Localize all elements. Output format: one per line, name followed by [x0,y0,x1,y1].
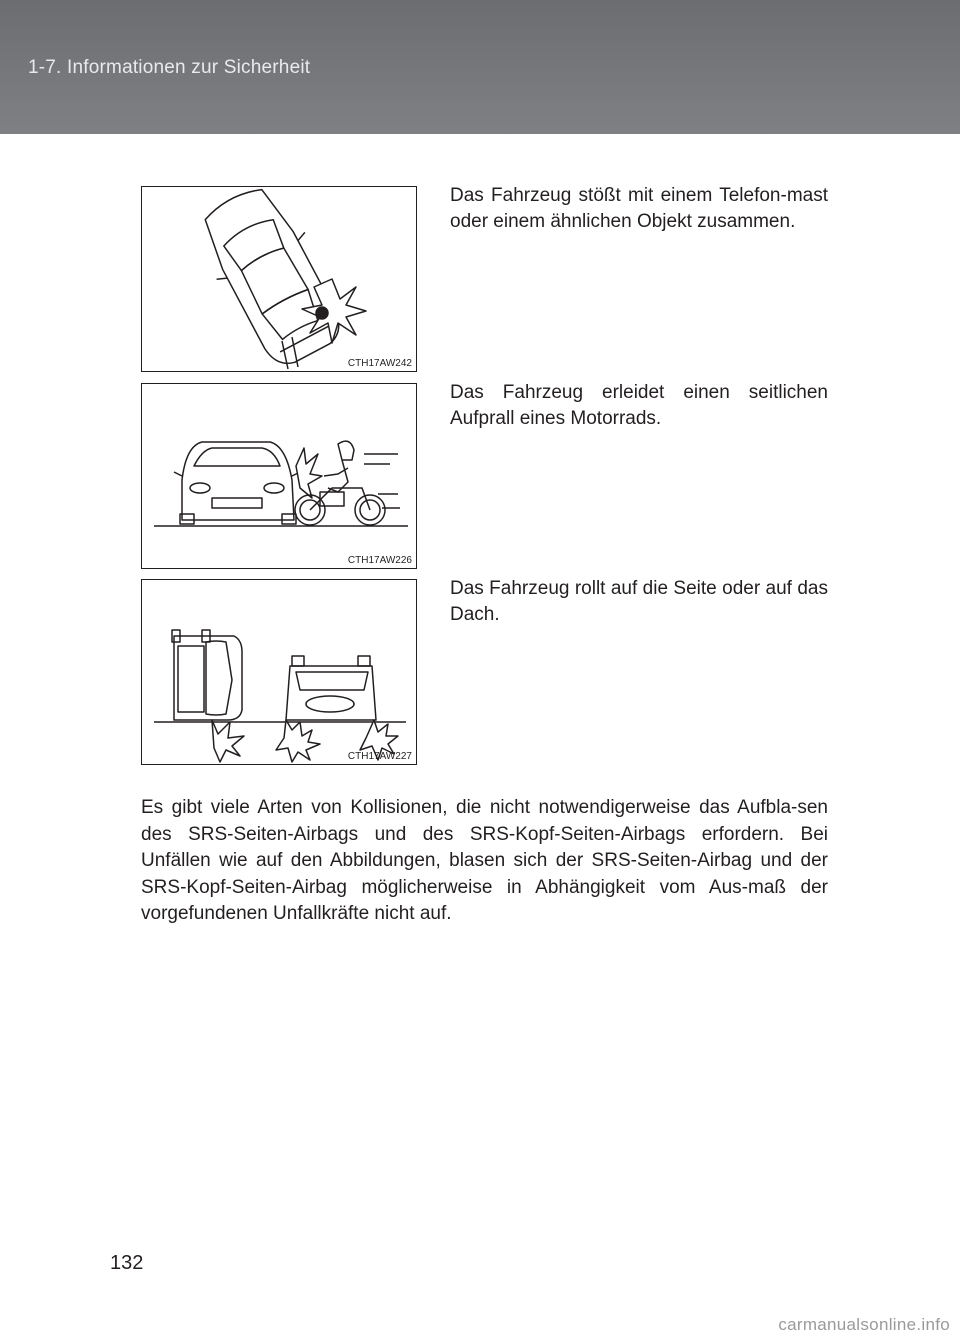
body-paragraph: Es gibt viele Arten von Kollisionen, die nicht notwendigerweise das Aufbla-sen des SRS-Seiten-Airbags und des SRS-Kopf-Seiten-Airbags erfordern. Bei Unfällen wie auf den Abbildungen, blasen sich der SRS-Seiten-Airbag und der SRS-Kopf-Seiten-Airbag möglicherweise in Abhängigkeit vom Aus-maß der vorgefundenen Unfallkräfte nicht auf. [141,797,828,924]
figure-caption: Das Fahrzeug erleidet einen seitlichen Aufprall eines Motorrads. [450,382,828,429]
figure-motorcycle-collision [141,383,417,569]
figure-caption: Das Fahrzeug stößt mit einem Telefon-mast oder einem ähnlichen Objekt zusammen. [450,185,828,232]
motorcycle-collision-illustration [142,384,417,569]
figure-rollover [141,579,417,765]
page-header [0,0,960,134]
pole-collision-illustration [142,187,417,372]
figure-code: CTH17AW227 [347,751,412,762]
figure-pole-collision [141,186,417,372]
page-number: 132 [110,1252,144,1274]
section-title: 1-7. Informationen zur Sicherheit [28,57,311,78]
rollover-illustration [142,580,417,765]
figure-caption: Das Fahrzeug rollt auf die Seite oder auf das Dach. [450,578,828,625]
watermark: carmanualsonline.info [778,1315,950,1334]
figure-code: CTH17AW242 [347,358,412,369]
figure-code: CTH17AW226 [347,555,412,566]
